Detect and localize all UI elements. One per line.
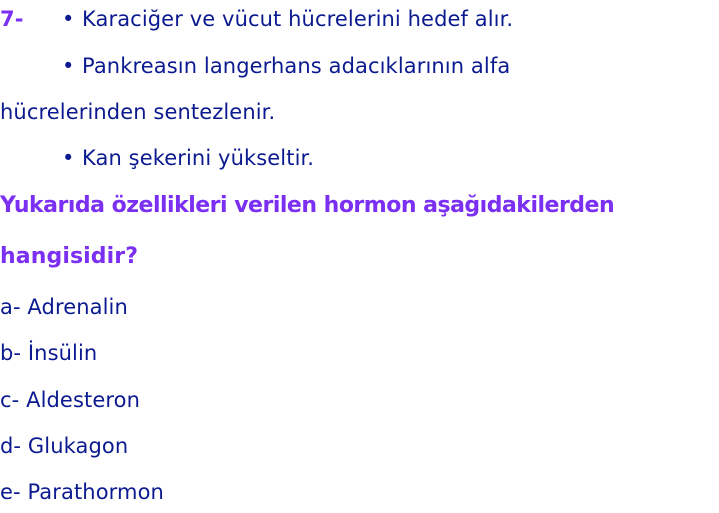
option-d[interactable]: d- Glukagon bbox=[0, 434, 129, 458]
statement-3-row bbox=[0, 145, 719, 171]
statement-1 bbox=[62, 6, 513, 32]
statement-2 bbox=[62, 53, 510, 79]
statement-3 bbox=[62, 145, 314, 171]
question-header-row bbox=[0, 6, 719, 32]
statement-2-row bbox=[0, 53, 719, 79]
option-c[interactable]: c- Aldesteron bbox=[0, 388, 140, 412]
option-e[interactable]: e- Parathormon bbox=[0, 480, 164, 504]
bullet-icon: • bbox=[62, 7, 75, 31]
question-prompt-line-2: hangisidir? bbox=[0, 244, 139, 269]
statement-1-text: Karaciğer ve vücut hücrelerini hedef alır. bbox=[82, 7, 514, 31]
bullet-icon: • bbox=[62, 54, 75, 78]
question-prompt-line-1: Yukarıda özellikleri verilen hormon aşağıdakilerden bbox=[0, 193, 615, 218]
statement-2-text: Pankreasın langerhans adacıklarının alfa bbox=[82, 54, 511, 78]
bullet-icon: • bbox=[62, 146, 75, 170]
option-b[interactable]: b- İnsülin bbox=[0, 341, 98, 365]
statement-3-text: Kan şekerini yükseltir. bbox=[82, 146, 315, 170]
option-a[interactable]: a- Adrenalin bbox=[0, 295, 128, 319]
statement-2-continuation: hücrelerinden sentezlenir. bbox=[0, 100, 276, 124]
question-number: 7- bbox=[0, 7, 24, 31]
